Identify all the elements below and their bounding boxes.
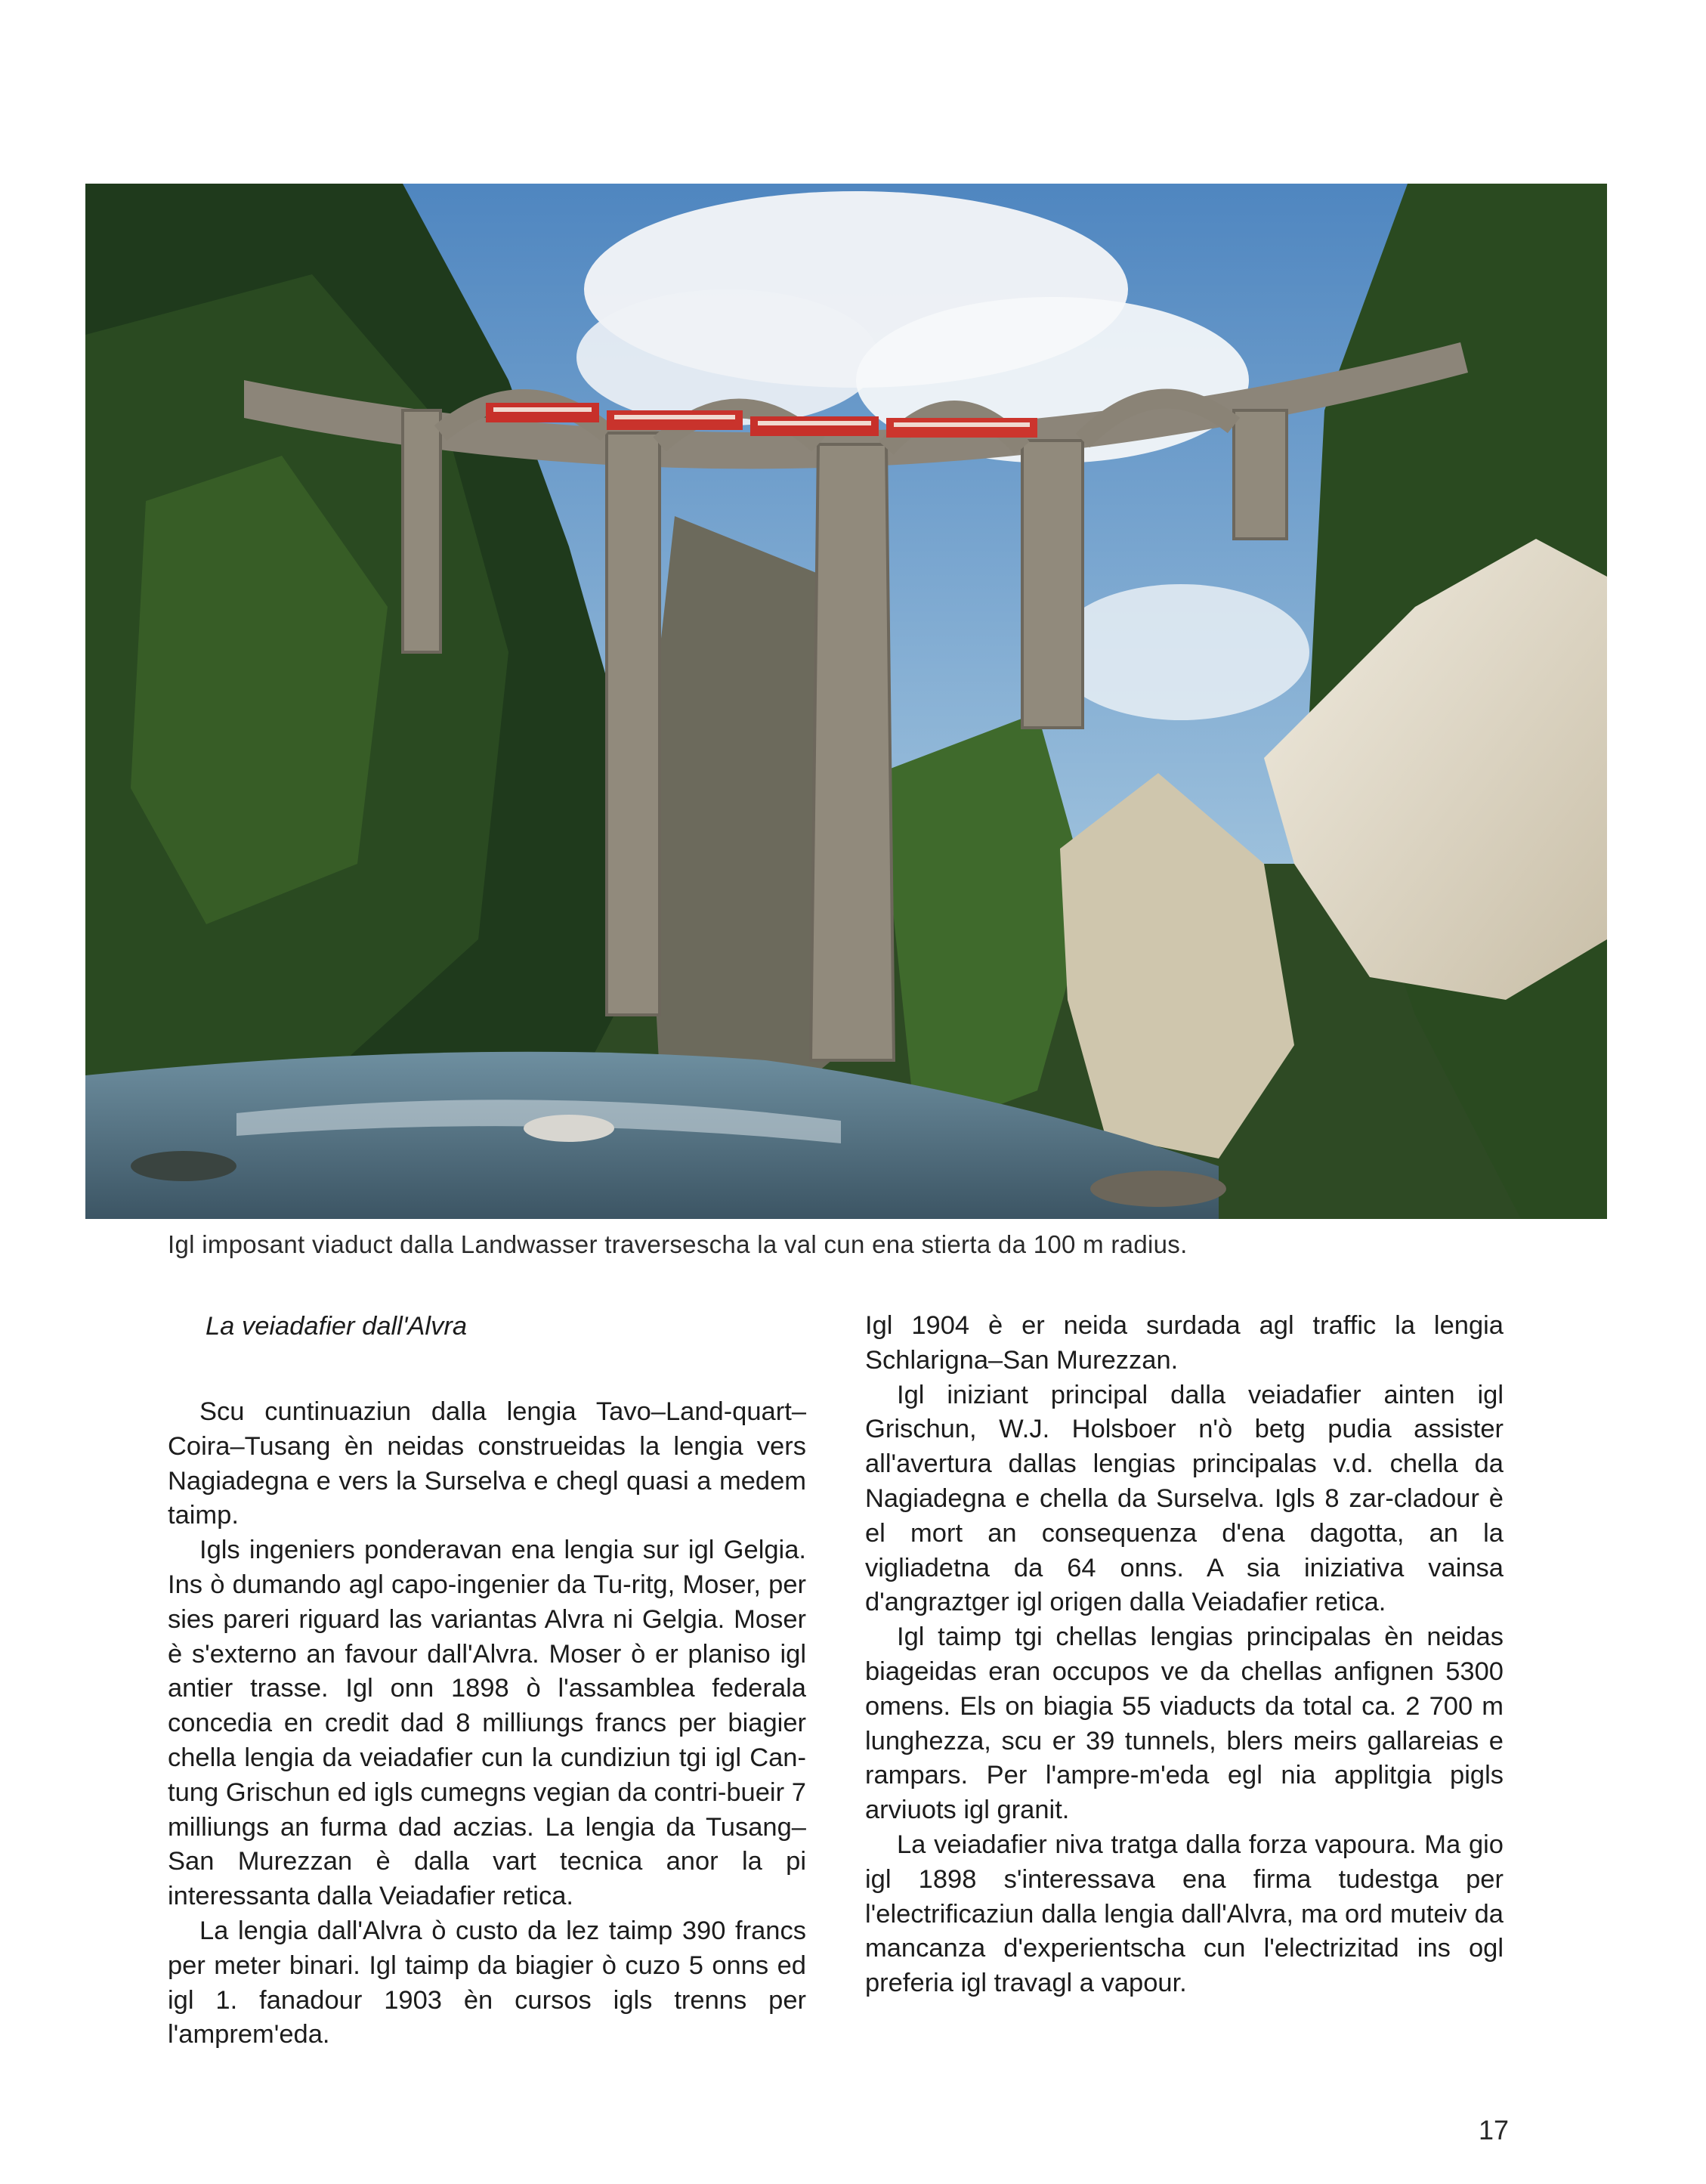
paragraph: La veiadafier niva tratga dalla forza vapoura. Ma gio igl 1898 s'interessava ena firma tudestga per l'electrificaziun dalla lengia dall'Alvra, ma ord muteiv da mancanza d'experientscha cun l'electrizitad ins ogl preferia igl travagl a vapour. xyxy=(865,1830,1504,1998)
paragraph: Scu cuntinuaziun dalla lengia Tavo–Land-quart–Coira–Tusang èn neidas construeidas la lengia vers Nagiadegna e vers la Surselva e chegl quasi a medem taimp. xyxy=(168,1397,806,1530)
figure-caption: Igl imposant viaduct dalla Landwasser traversescha la val cun ena stierta da 100 m radius. xyxy=(168,1230,1188,1258)
section-title: La veiadafier dall'Alvra xyxy=(206,1312,468,1341)
paragraph: La lengia dall'Alvra ò custo da lez taimp 390 francs per meter binari. Igl taimp da biagier ò cuzo 5 onns ed igl 1. fanadour 1903 èn cursos igls trenns per l'amprem'eda. xyxy=(168,1916,806,2049)
text-column-right xyxy=(865,1309,1504,2001)
paragraph: Igls ingeniers ponderavan ena lengia sur igl Gelgia. Ins ò dumando agl capo-ingenier da Tu-ritg, Moser, per sies pareri riguard las variantas Alvra ni Gelgia. Moser è s'externo an favour dall'Alvra. Moser ò er planiso igl antier trasse. Igl onn 1898 ò l'assamblea federala concedia en credit dad 8 milliungs francs per biagier chella lengia da veiadafier cun la cundiziun tgi igl Can-tung Grischun ed igls cumegns vegian da contri-bueir 7 milliungs an furma dad aczias. La lengia da Tusang–San Murezzan è dalla vart tecnica anor la pi interessanta dalla Veiadafier retica. xyxy=(168,1536,806,1911)
landwasser-viaduct-illustration xyxy=(85,184,1607,1219)
paragraph: Igl 1904 è er neida surdada agl traffic la lengia Schlarigna–San Murezzan. xyxy=(865,1311,1504,1375)
page-number: 17 xyxy=(1479,2114,1510,2145)
paragraph: Igl iniziant principal dalla veiadafier ainten igl Grischun, W.J. Holsboer n'ò betg pudia assister all'avertura dallas lengias principalas v.d. chella da Nagiadegna e chella da Surselva. Igls 8 zar-cladour è el mort an consequenza d'ena dagotta, an la vigliadetna da 64 onns. A sia iniziativa vainsa d'angraztger igl origen dalla Veiadafier retica. xyxy=(865,1380,1504,1617)
text-column-left xyxy=(168,1309,806,2053)
paragraph: Igl taimp tgi chellas lengias principalas èn neidas biageidas eran occupos ve da chellas anfignen 5300 omens. Els on biagia 55 viaducts da total ca. 2 700 m lunghezza, scu er 39 tunnels, blers meirs gallareias e rampars. Per l'ampre-m'eda egl nia applitgia pigls arviuots igl granit. xyxy=(865,1623,1504,1825)
viaduct-photo xyxy=(85,184,1607,1219)
